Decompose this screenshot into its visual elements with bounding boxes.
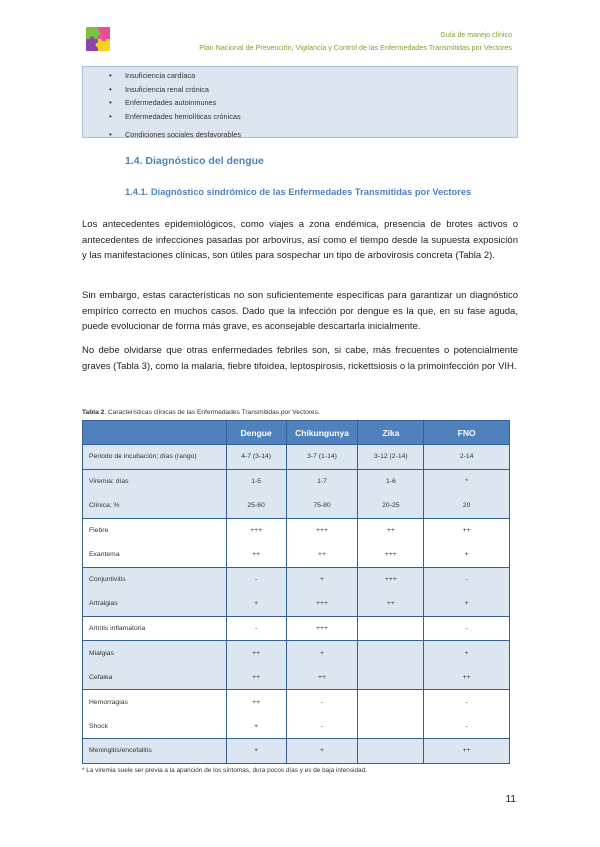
list-item: • Insuficiencia renal crónica (109, 83, 517, 97)
table-cell: ++ (226, 665, 286, 690)
table-cell: - (424, 714, 510, 739)
table-cell (358, 739, 424, 764)
table-cell: - (286, 690, 358, 715)
clinical-features-table (82, 420, 510, 764)
table-cell (358, 641, 424, 666)
table-caption-text: . Características clínicas de las Enfermedades Transmitidas por Vectores. (104, 409, 320, 416)
table-row-label: Hemorragias (83, 690, 227, 715)
table-cell: - (286, 714, 358, 739)
table-cell: 1-7 (286, 469, 358, 494)
table-cell: ++ (424, 739, 510, 764)
table-row-label: Meningitis/encefalitis (83, 739, 227, 764)
table-cell: +++ (286, 592, 358, 617)
table-row (83, 641, 510, 666)
table-cell: * (424, 469, 510, 494)
table-cell: - (226, 616, 286, 641)
table-cell: ++ (358, 518, 424, 543)
table-cell (358, 665, 424, 690)
table-cell: 4-7 (3-14) (226, 445, 286, 470)
puzzle-logo-icon (86, 27, 110, 51)
table-cell: ++ (358, 592, 424, 617)
list-item: • Enfermedades hemolíticas crónicas (109, 110, 517, 124)
table-cell: 1-6 (358, 469, 424, 494)
table-cell: 20 (424, 494, 510, 519)
table-row-label: Mialgias (83, 641, 227, 666)
table-cell: +++ (286, 518, 358, 543)
table-row (83, 714, 510, 739)
page-number: 11 (505, 794, 516, 805)
table-cell: - (424, 616, 510, 641)
table-row-label: Artralgias (83, 592, 227, 617)
table-row (83, 469, 510, 494)
table-cell: ++ (424, 665, 510, 690)
table-row (83, 543, 510, 568)
table-cell: +++ (358, 543, 424, 568)
table-cell: 3-12 (2-14) (358, 445, 424, 470)
table-row (83, 616, 510, 641)
table-row-label: Conjuntivitis (83, 567, 227, 592)
risk-conditions-list (83, 67, 517, 141)
table-cell: +++ (226, 518, 286, 543)
table-cell (358, 690, 424, 715)
subsection-heading: 1.4.1. Diagnóstico sindrómico de las Enfermedades Transmitidas por Vectores (125, 187, 472, 197)
table-cell: +++ (286, 616, 358, 641)
table-caption-label: Tabla 2 (82, 409, 105, 416)
header-plan-title: Plan Nacional de Prevención, Vigilancia y Control de las Enfermedades Transmitidas por Vectores (199, 43, 512, 52)
table-row (83, 518, 510, 543)
table-cell (358, 714, 424, 739)
table-cell: - (424, 567, 510, 592)
table-row-label: Exantema (83, 543, 227, 568)
table-row (83, 494, 510, 519)
page-header (199, 30, 512, 54)
table-cell: ++ (226, 641, 286, 666)
table-cell: 20-25 (358, 494, 424, 519)
table-cell: +++ (358, 567, 424, 592)
table-cell: 25-60 (226, 494, 286, 519)
table-row (83, 665, 510, 690)
table-cell: - (424, 690, 510, 715)
table-row-label: Periodo de incubación; días (rango) (83, 445, 227, 470)
section-heading: 1.4. Diagnóstico del dengue (125, 155, 264, 167)
paragraph: No debe olvidarse que otras enfermedades febriles son, si cabe, más frecuentes o potencialmente graves (Tabla 3), como la malaria, fiebre tifoidea, leptospirosis, rickettsiosis o la primoinfección por VIH. (82, 345, 518, 372)
table-cell: ++ (226, 543, 286, 568)
table-row (83, 567, 510, 592)
table-header-cell: FNO (424, 421, 510, 445)
table-row-label: Cefalea (83, 665, 227, 690)
list-item: • Insuficiencia cardíaca (109, 69, 517, 83)
table-row (83, 739, 510, 764)
table-cell: + (226, 714, 286, 739)
table-row-label: Viremia; días (83, 469, 227, 494)
table-row-label: Fiebre (83, 518, 227, 543)
table-caption (82, 409, 320, 416)
table-footnote: * La viremia suele ser previa a la aparición de los síntomas, dura pocos días y es de baja intensidad. (82, 767, 367, 774)
table-header-row (83, 421, 510, 445)
table-header-cell: Chikungunya (286, 421, 358, 445)
table-cell: + (226, 739, 286, 764)
table-row-label: Artritis inflamatoria (83, 616, 227, 641)
table-row (83, 690, 510, 715)
table-cell: + (424, 592, 510, 617)
table-cell: + (286, 641, 358, 666)
paragraph: Los antecedentes epidemiológicos, como viajes a zona endémica, presencia de brotes activos o antecedentes de infecciones pasadas por arbovirus, así como el tiempo desde la supuesta exposición y las manifestaciones clínicas, son útiles para sospechar un tipo de arbovirosis concreta (Tabla 2). (82, 219, 518, 261)
table-cell: ++ (226, 690, 286, 715)
table-header-cell: Zika (358, 421, 424, 445)
table-cell: 3-7 (1-14) (286, 445, 358, 470)
table-cell: + (424, 641, 510, 666)
table-cell: ++ (286, 543, 358, 568)
table-row-label: Clínica; % (83, 494, 227, 519)
table-header-cell: Dengue (226, 421, 286, 445)
table-cell: - (226, 567, 286, 592)
table-cell: + (226, 592, 286, 617)
paragraph: Sin embargo, estas características no son suficientemente específicas para garantizar un diagnóstico empírico correcto en muchos casos. Dado que la infección por dengue es la que, en su fase aguda, puede evolucionar de forma más grave, es aconsejable descartarla inicialmente. (82, 290, 518, 332)
list-item: • Condiciones sociales desfavorables (109, 128, 517, 142)
header-guide-title: Guía de manejo clínico (440, 32, 512, 39)
table-cell: 75-80 (286, 494, 358, 519)
risk-conditions-box (82, 66, 518, 138)
table-cell: + (424, 543, 510, 568)
table-row (83, 445, 510, 470)
table-cell: 1-5 (226, 469, 286, 494)
table-row (83, 592, 510, 617)
table-row-label: Shock (83, 714, 227, 739)
table-cell: ++ (286, 665, 358, 690)
table-cell (358, 616, 424, 641)
list-item: • Enfermedades autoinmunes (109, 96, 517, 110)
table-cell: ++ (424, 518, 510, 543)
table-header-blank (83, 421, 227, 445)
table-cell: + (286, 567, 358, 592)
table-cell: + (286, 739, 358, 764)
table-cell: 2-14 (424, 445, 510, 470)
